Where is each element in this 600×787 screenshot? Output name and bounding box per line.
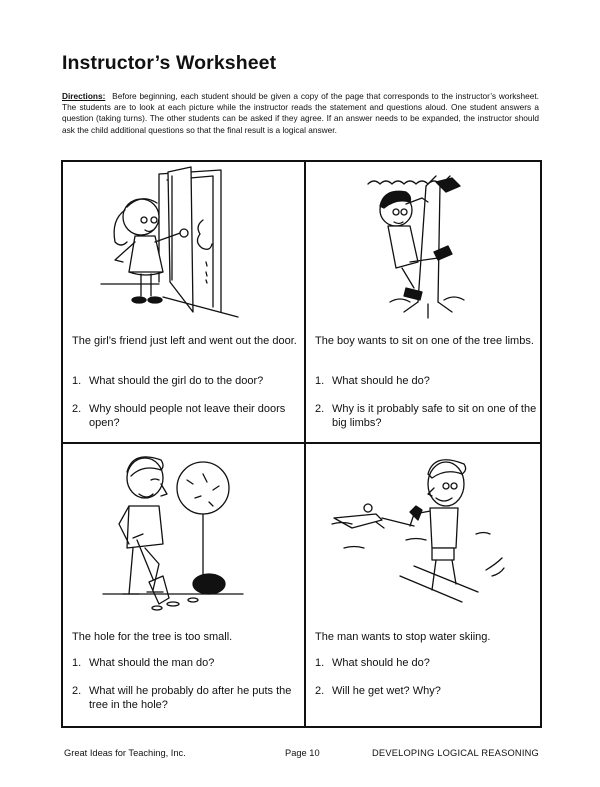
footer-page-number: Page 10 [285,748,320,758]
question-item [72,402,297,430]
question-number: 2. [315,685,325,697]
question-number: 2. [72,685,82,697]
question-item [72,374,297,388]
water-skier-illustration [306,444,542,624]
cell-statement: The hole for the tree is too small. [72,631,233,643]
worksheet-grid [61,160,542,728]
question-number: 2. [315,403,325,415]
cell-statement: The girl’s friend just left and went out the door. [72,335,297,347]
question-text: What should the girl do to the door? [89,375,264,387]
question-number: 1. [315,657,325,669]
footer-publisher: Great Ideas for Teaching, Inc. [64,748,186,758]
question-item [72,656,297,670]
boy-climbing-tree-illustration [306,162,542,322]
question-item [72,684,297,712]
question-text: What will he probably do after he puts the tree in the hole? [89,685,292,711]
worksheet-cell-3 [63,444,304,728]
man-digging-illustration [63,444,304,624]
question-text: What should the man do? [89,657,215,669]
question-number: 2. [72,403,82,415]
question-number: 1. [315,375,325,387]
worksheet-cell-2 [306,162,542,442]
page-title: Instructor’s Worksheet [62,52,277,74]
worksheet-cell-4 [306,444,542,728]
question-item [315,402,540,430]
question-text: What should he do? [332,375,430,387]
question-text: Why should people not leave their doors open? [89,403,286,429]
directions-label: Directions: [62,91,106,101]
cell-statement: The boy wants to sit on one of the tree limbs. [315,335,534,347]
directions-text: Before beginning, each student should be given a copy of the page that corresponds to the instructor’s worksheet. The students are to look at each picture while the instructor reads the statement and questions aloud. One student answers a question (taking turns). The other students can be asked if they agree. If an answer needs to be expanded, the instructor should ask the child additional questions so that the final result is a logical answer. [62,91,539,135]
question-number: 1. [72,657,82,669]
question-text: Why is it probably safe to sit on one of the big limbs? [332,403,537,429]
question-text: What should he do? [332,657,430,669]
directions [62,91,539,136]
question-text: Will he get wet? Why? [332,685,441,697]
girl-at-door-illustration [63,162,304,322]
question-item [315,374,540,388]
question-item [315,684,540,698]
question-number: 1. [72,375,82,387]
cell-statement: The man wants to stop water skiing. [315,631,491,643]
worksheet-cell-1 [63,162,304,442]
footer-book-title: DEVELOPING LOGICAL REASONING [372,748,539,758]
question-item [315,656,540,670]
